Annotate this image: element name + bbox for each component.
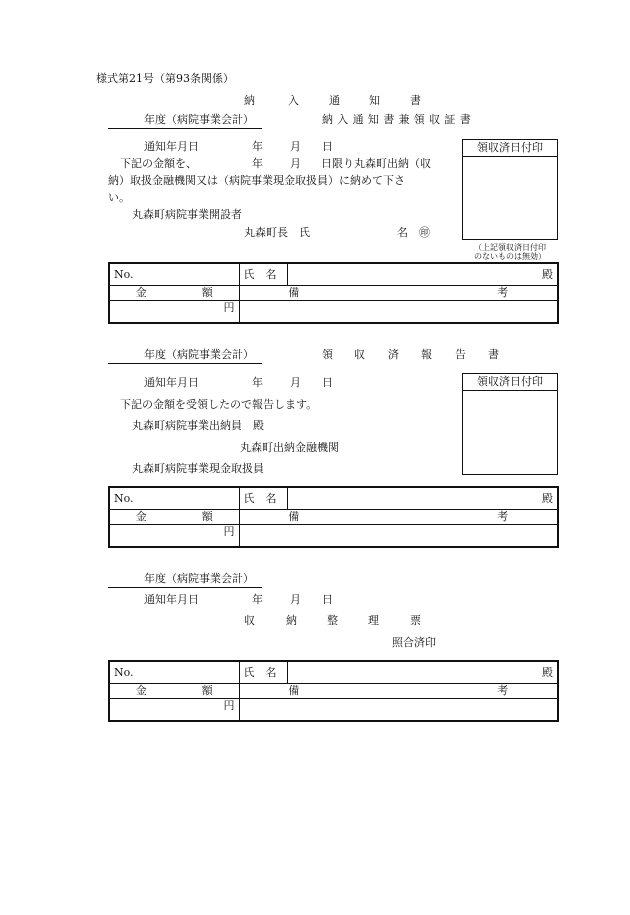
no-cell: No. [109, 263, 239, 286]
date-month: 月 [290, 376, 301, 389]
title-char: 知 [369, 94, 380, 107]
bank-text: 丸森町出納金融機関 [240, 441, 339, 454]
body-text-1d: 日限り丸森町出納（収 [321, 157, 431, 170]
fiscal-year-label: 年度（病院事業会計） [108, 348, 262, 364]
recipient-cell: 殿 [287, 263, 558, 286]
title-char: 報 [421, 348, 432, 361]
title-char: 領 [322, 348, 333, 361]
body-text-2: 納）取扱金融機関又は（病院事業現金取扱員）に納めて下さ [108, 174, 405, 187]
title-char: 票 [410, 614, 421, 627]
remarks-cell [239, 301, 558, 324]
date-year: 年 [252, 593, 263, 606]
body-text: 下記の金額を受領したので報告します。 [120, 398, 318, 411]
receipt-stamp-box [462, 373, 558, 475]
receipt-stamp-label: 領収済日付印 [463, 374, 557, 391]
date-month: 月 [290, 140, 301, 153]
date-label: 通知年月日 [144, 376, 199, 389]
amount-label-cell: 金 額 [109, 286, 239, 301]
body-text-1c: 月 [290, 157, 301, 170]
title-char: 理 [368, 614, 379, 627]
date-year: 年 [252, 140, 263, 153]
date-month: 月 [290, 593, 301, 606]
date-day: 日 [322, 140, 333, 153]
title-char: 告 [455, 348, 466, 361]
receipt-stamp-box [462, 139, 558, 240]
addressee-text: 丸森町病院事業出納員 殿 [132, 419, 264, 432]
name-seal-text: 名 ㊞ [397, 226, 430, 239]
title-char: 整 [327, 614, 338, 627]
yen-cell: 円 [109, 301, 239, 324]
date-day: 日 [322, 376, 333, 389]
name-label-cell: 氏 名 [239, 263, 287, 286]
stamp-note-line: （上記領収済日付印 [474, 243, 546, 252]
amount-label-cell: 金 額 [109, 684, 239, 699]
title-char: 納 [244, 94, 255, 107]
remarks-label-cell: 備 考 [239, 510, 558, 525]
title-char: 収 [244, 614, 255, 627]
payment-slip-table [108, 262, 559, 324]
recipient-cell: 殿 [287, 487, 558, 510]
remarks-label-cell: 備 考 [239, 286, 558, 301]
fiscal-year-label: 年度（病院事業会計） [108, 572, 262, 588]
yen-cell: 円 [109, 525, 239, 548]
issuer-text: 丸森町病院事業開設者 [132, 208, 242, 221]
date-label: 通知年月日 [144, 140, 199, 153]
title-char: 通 [329, 94, 340, 107]
report-slip-table [108, 486, 559, 548]
remarks-cell [239, 699, 558, 722]
title-char: 書 [488, 348, 499, 361]
no-cell: No. [109, 487, 239, 510]
handler-text: 丸森町病院事業現金取扱員 [132, 462, 264, 475]
form-number: 様式第21号（第93条関係） [96, 72, 234, 85]
check-seal-label: 照合済印 [392, 636, 436, 649]
remarks-label-cell: 備 考 [239, 684, 558, 699]
stamp-note [460, 243, 560, 261]
date-day: 日 [322, 593, 333, 606]
title-char: 収 [354, 348, 365, 361]
title-char: 済 [388, 348, 399, 361]
mayor-text: 丸森町長 氏 [244, 226, 310, 239]
amount-label-cell: 金 額 [109, 510, 239, 525]
name-label-cell: 氏 名 [239, 487, 287, 510]
yen-cell: 円 [109, 699, 239, 722]
stamp-note-line: のないものは無効） [474, 252, 546, 261]
fiscal-year-label: 年度（病院事業会計） [108, 113, 262, 129]
date-label: 通知年月日 [144, 593, 199, 606]
recipient-cell: 殿 [287, 661, 558, 684]
remarks-cell [239, 525, 558, 548]
body-text-1b: 年 [252, 157, 263, 170]
no-cell: No. [109, 661, 239, 684]
name-label-cell: 氏 名 [239, 661, 287, 684]
title-char: 納 [286, 614, 297, 627]
title-char: 書 [410, 94, 421, 107]
body-text-1a: 下記の金額を、 [120, 157, 197, 170]
title-char: 入 [288, 94, 299, 107]
body-text-3: い。 [108, 191, 130, 204]
date-year: 年 [252, 376, 263, 389]
collection-slip-table [108, 660, 559, 722]
receipt-stamp-label: 領収済日付印 [463, 140, 557, 157]
sub-title: 納入通知書兼領収証書 [322, 113, 475, 126]
